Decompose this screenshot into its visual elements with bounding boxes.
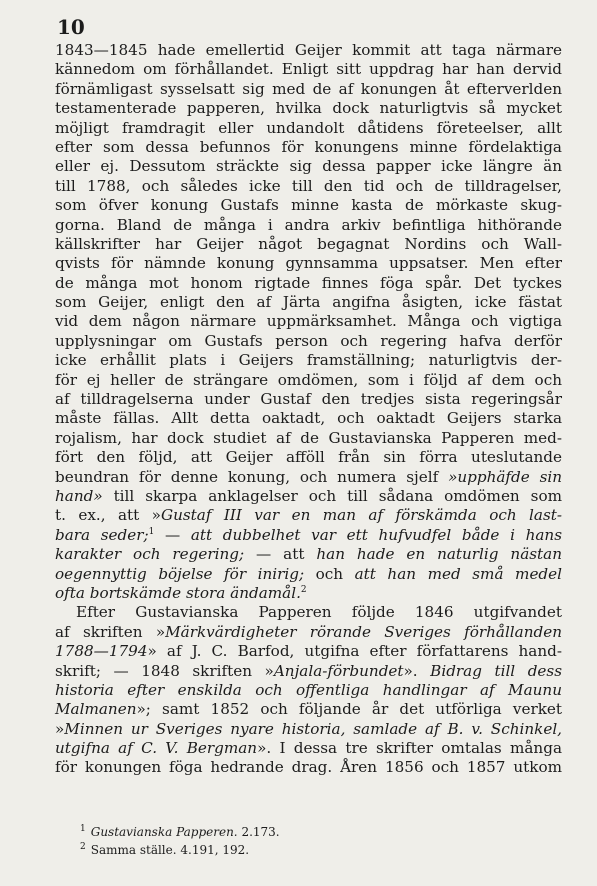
text-line: testamenterade papperen, hvilka dock naturligtvis så mycket — [55, 99, 562, 118]
text-line: för ej heller de strängare omdömen, som i följd af dem och — [55, 370, 562, 389]
text-line: af tilldragelserna under Gustaf den tredjes sista regeringsår — [55, 390, 562, 409]
text-line: skrift; — 1848 skriften »Anjala-förbundet». Bidrag till dess — [55, 661, 562, 680]
footnote — [80, 822, 540, 840]
text-line: för konungen föga hedrande drag. Åren 1856 och 1857 utkom — [55, 758, 562, 777]
text-line: Efter Gustavianska Papperen följde 1846 utgifvandet — [76, 603, 562, 622]
text-line: 1788—1794» af J. C. Barfod, utgifna efter författarens hand- — [55, 642, 562, 661]
page-number: 10 — [57, 15, 85, 39]
text-line: 1843—1845 hade emellertid Geijer kommit att taga närmare — [55, 41, 562, 59]
text-line: som Geijer, enligt den af Järta angifna åsigten, icke fästat — [55, 293, 562, 312]
text-line: förnämligast sysselsatt sig med de af konungen åt efterverlden — [55, 79, 562, 98]
text-line: vid dem någon närmare uppmärksamhet. Många och vigtiga — [55, 312, 562, 331]
footnote-ref: 1 — [148, 526, 155, 537]
footnote-ref-value: 4.191, 192. — [180, 843, 250, 857]
footnotes — [80, 822, 540, 858]
body-text — [55, 41, 562, 778]
text-line: kännedom om förhållandet. Enligt sitt uppdrag har han dervid — [55, 60, 562, 79]
text-line: af skriften »Märkvärdigheter rörande Sveriges förhållanden — [55, 622, 562, 641]
text-line: t. ex., att »Gustaf III var en man af förskämda och last- — [55, 506, 562, 525]
text-line: rojalism, har dock studiet af de Gustavianska Papperen med- — [55, 428, 562, 447]
text-line: måste fällas. Allt detta oaktadt, och oaktadt Geijers starka — [55, 409, 562, 428]
text-line: fört den följd, att Geijer afföll från sin förra uteslutande — [55, 448, 562, 467]
footnote — [80, 840, 540, 858]
text-line: »Minnen ur Sveriges nyare historia, samlade af B. v. Schinkel, — [55, 719, 562, 738]
text-line: de många mot honom rigtade finnes föga spår. Det tyckes — [55, 273, 562, 292]
footnote-title: Samma ställe. — [90, 843, 177, 857]
footnote-title: Gustavianska Papperen. — [90, 825, 238, 839]
text-line: utgifna af C. V. Bergman». I dessa tre skrifter omtalas många — [55, 739, 562, 758]
text-line: till 1788, och således icke till den tid och de tilldragelser, — [55, 176, 562, 195]
text-line: som öfver konung Gustafs minne kasta de mörkaste skug- — [55, 196, 562, 215]
footnote-ref-value: 2.173. — [241, 825, 280, 839]
text-line: gorna. Bland de många i andra arkiv befintliga hithörande — [55, 215, 562, 234]
text-line: beundran för denne konung, och numera sjelf »upphäfde sin — [55, 467, 563, 486]
footnote-ref: 2 — [300, 584, 307, 595]
text-line: upplysningar om Gustafs person och regering hafva derför — [55, 331, 562, 350]
text-line: ofta bortskämde stora ändamål.$^2$ — [55, 583, 307, 602]
text-line: icke erhållit plats i Geijers framställning; naturligtvis der- — [55, 351, 562, 370]
footnote-mark: 2 — [80, 842, 86, 852]
text-line: hand» till skarpa anklagelser och till sådana omdömen som — [55, 486, 562, 505]
text-line: bara seder;$^1$ — att dubbelhet var ett hufvudfel både i hans — [55, 525, 562, 544]
text-line: oegennyttig böjelse för inirig; och att han med små medel — [55, 564, 563, 583]
text-line: efter som dessa befunnos för konungens minne fördelaktiga — [55, 137, 562, 156]
text-line: möjligt framdragit eller undandolt dåtidens företeelser, allt — [55, 118, 562, 137]
text-line: Malmanen»; samt 1852 och följande år det utförliga verket — [55, 700, 562, 719]
text-line: karakter och regering; — att han hade en naturlig nästan — [55, 545, 562, 564]
text-line: historia efter enskilda och offentliga handlingar af Maunu — [55, 680, 562, 699]
text-line: eller ej. Dessutom sträckte sig dessa papper icke längre än — [55, 157, 562, 176]
footnote-mark: 1 — [80, 824, 86, 834]
text-line: källskrifter har Geijer något begagnat Nordins och Wall- — [55, 234, 562, 253]
text-line: qvists för nämnde konung gynnsamma uppsatser. Men efter — [55, 254, 562, 273]
